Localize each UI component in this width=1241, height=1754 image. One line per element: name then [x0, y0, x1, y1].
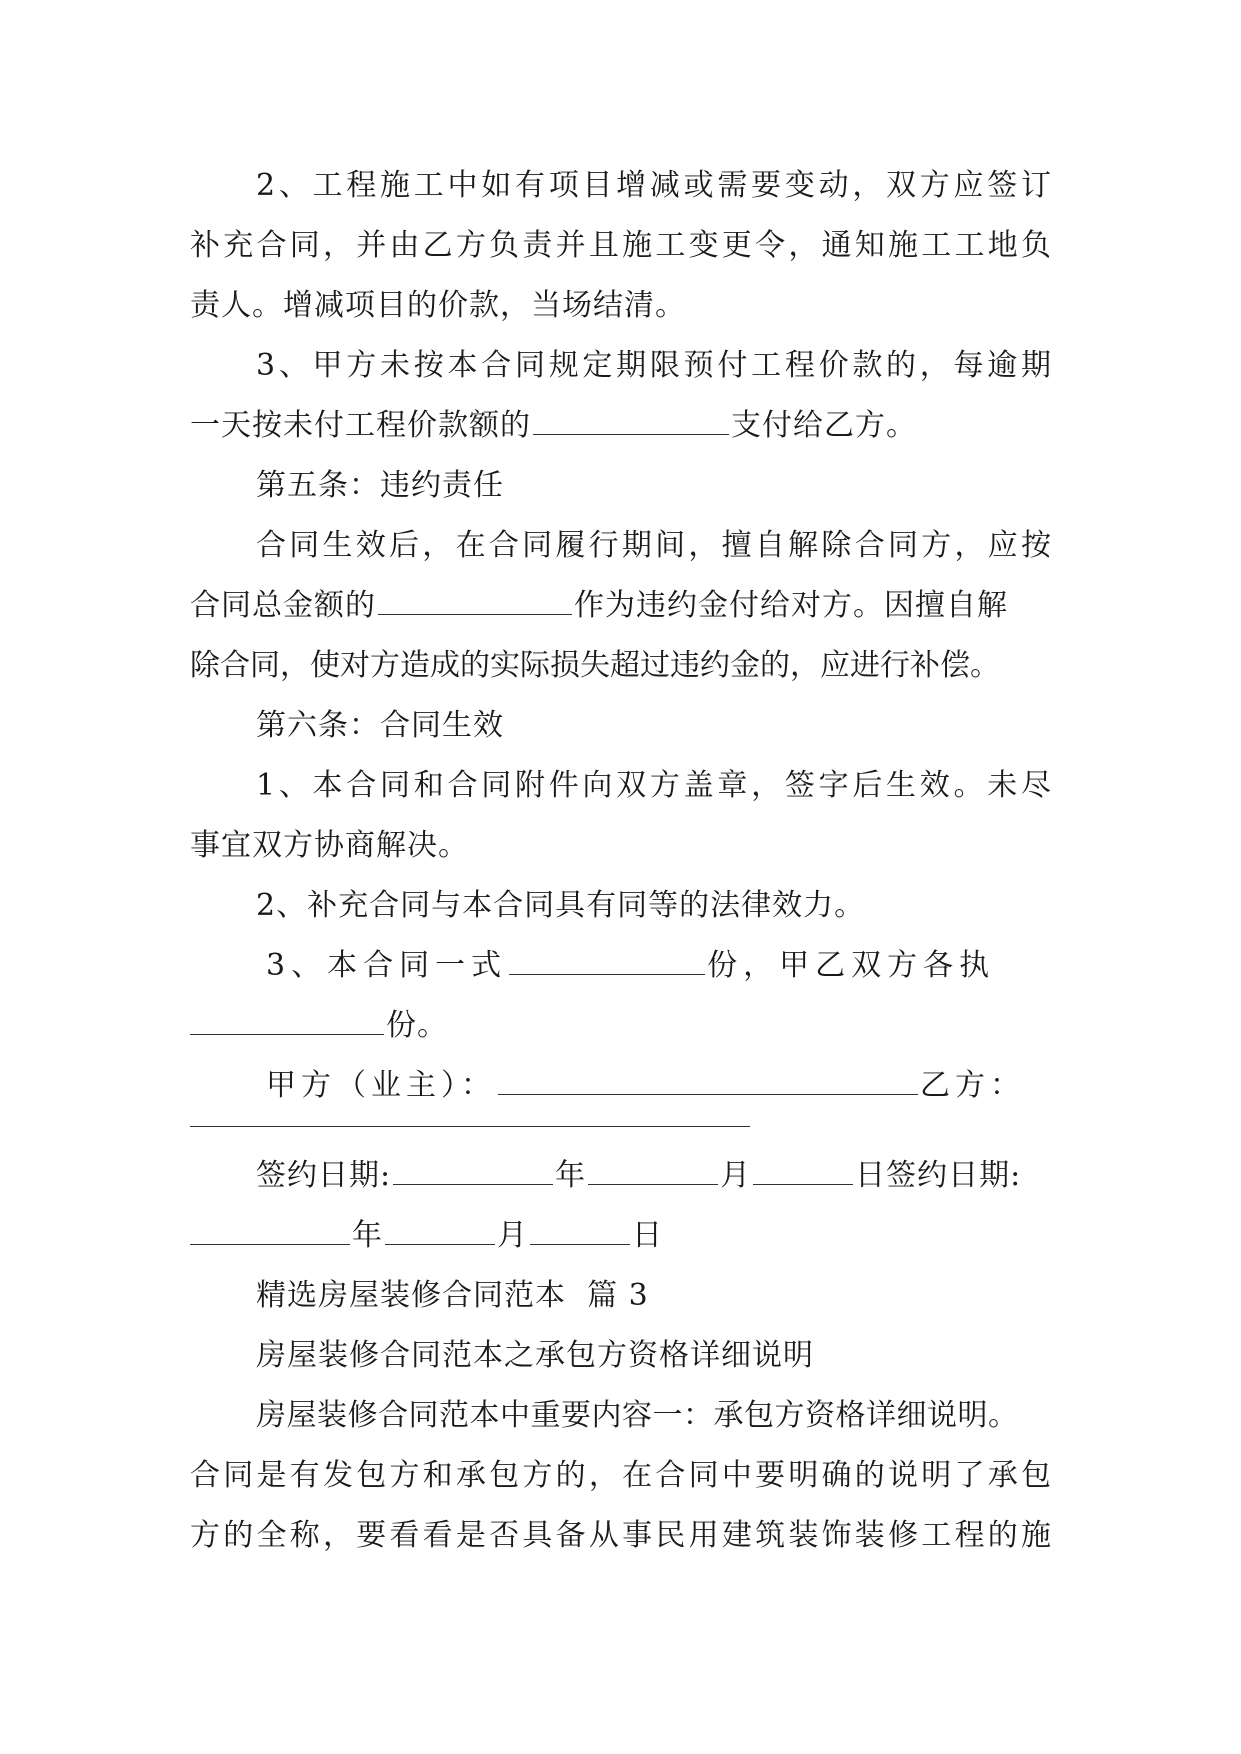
party-b-blank: [190, 1126, 750, 1127]
paragraph-line: [190, 396, 1052, 456]
day-blank: [530, 1214, 630, 1245]
date-line: [190, 1206, 1052, 1266]
paragraph-line: 方的全称，要看看是否具备从事民用建筑装饰装修工程的施: [190, 1518, 1052, 1553]
year-blank: [393, 1154, 553, 1185]
paragraph-text: 作为违约金付给对方。因擅自解: [574, 588, 1008, 623]
month-label: 月: [497, 1218, 528, 1253]
paragraph-line: [266, 936, 1052, 996]
section-title: 精选房屋装修合同范本 篇 3: [256, 1278, 649, 1313]
section-heading: 第五条：违约责任: [256, 468, 504, 503]
section-subtitle: 房屋装修合同范本之承包方资格详细说明: [256, 1338, 814, 1373]
month-blank: [588, 1154, 718, 1185]
month-blank: [385, 1214, 495, 1245]
fill-in-blank: [378, 584, 572, 615]
paragraph-line: 合同是有发包方和承包方的，在合同中要明确的说明了承包: [190, 1458, 1052, 1493]
paragraph-line: 补充合同，并由乙方负责并且施工变更令，通知施工工地负: [190, 228, 1052, 263]
date-line: [256, 1146, 1052, 1206]
year-blank: [190, 1214, 350, 1245]
fill-in-blank: [509, 944, 705, 975]
paragraph-line: 合同生效后，在合同履行期间，擅自解除合同方，应按: [256, 528, 1052, 563]
day-blank: [753, 1154, 853, 1185]
year-label: 年: [352, 1218, 383, 1253]
fill-in-blank: [533, 404, 729, 435]
day-and-date-label: 日签约日期:: [855, 1158, 1022, 1193]
paragraph-line: 2、补充合同与本合同具有同等的法律效力。: [256, 888, 866, 923]
party-b-label: 乙方：: [920, 1068, 1025, 1103]
paragraph-text: 合同总金额的: [190, 588, 376, 623]
paragraph-line: 3、甲方未按本合同规定期限预付工程价款的，每逾期: [256, 348, 1052, 383]
paragraph-line: 除合同，使对方造成的实际损失超过违约金的，应进行补偿。: [190, 648, 1000, 683]
date-label: 签约日期:: [256, 1158, 392, 1193]
paragraph-line: 责人。增减项目的价款，当场结清。: [190, 288, 686, 323]
paragraph-line: 2、工程施工中如有项目增减或需要变动，双方应签订: [256, 168, 1052, 203]
paragraph-line: [190, 576, 1052, 636]
paragraph-line: 事宜双方协商解决。: [190, 828, 469, 863]
year-label: 年: [555, 1158, 587, 1193]
paragraph-line: [190, 996, 1052, 1056]
month-label: 月: [720, 1158, 752, 1193]
paragraph-text: 一天按未付工程价款额的: [190, 408, 531, 443]
paragraph-line: 房屋装修合同范本中重要内容一：承包方资格详细说明。: [256, 1398, 1019, 1433]
party-a-blank: [498, 1064, 918, 1095]
paragraph-text: 份，甲乙双方各执: [707, 948, 996, 983]
paragraph-text: 3、本合同一式: [266, 948, 508, 983]
signature-line: [266, 1056, 1052, 1116]
paragraph-text: 份。: [386, 1008, 448, 1043]
day-label: 日: [632, 1218, 663, 1253]
section-heading: 第六条：合同生效: [256, 708, 504, 743]
paragraph-line: 1、本合同和合同附件向双方盖章，签字后生效。未尽: [256, 768, 1052, 803]
paragraph-text: 支付给乙方。: [731, 408, 917, 443]
fill-in-blank: [190, 1004, 384, 1035]
party-a-label: 甲方（业主）：: [266, 1068, 496, 1103]
